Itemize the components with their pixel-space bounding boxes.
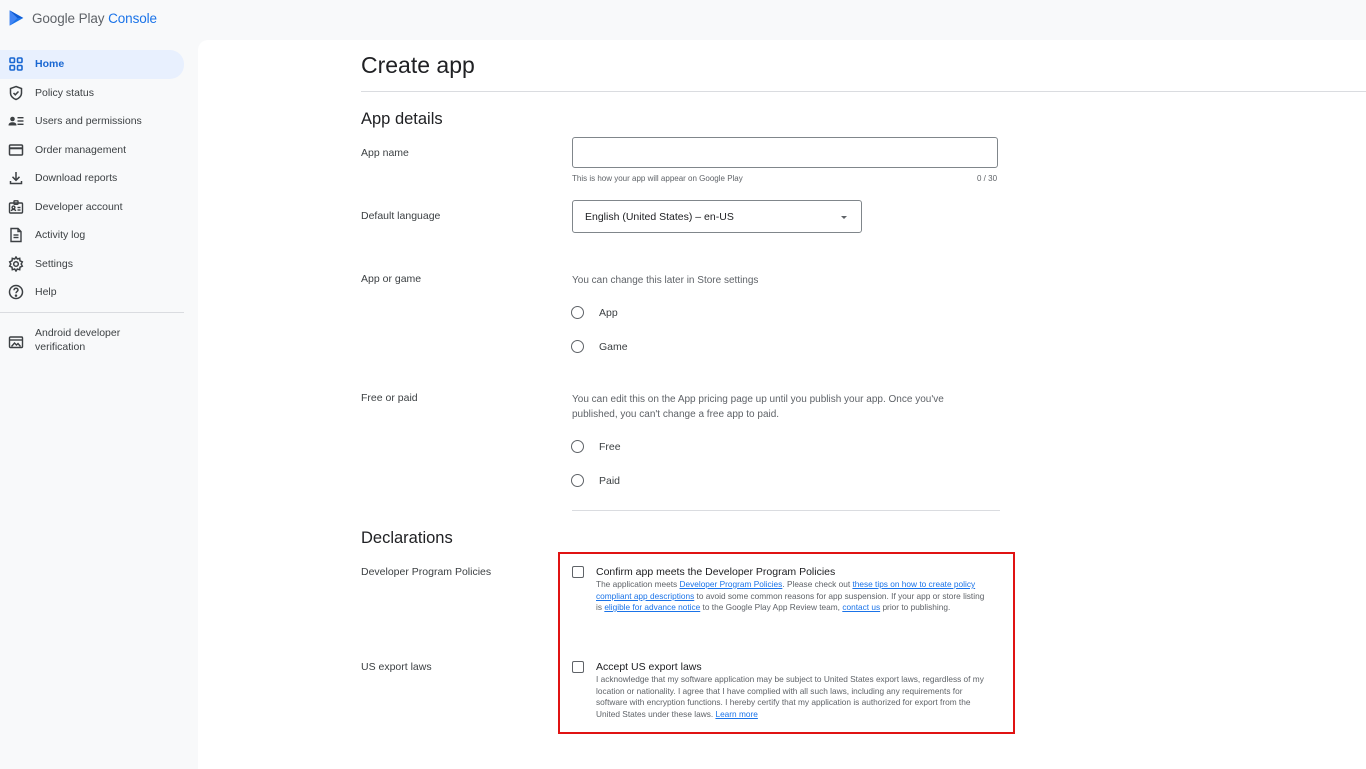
document-icon [8,227,24,243]
free-or-paid-label: Free or paid [361,392,418,404]
sidebar-item-label: Order management [35,143,127,156]
export-laws-title: Accept US export laws [596,661,702,673]
main-content [198,40,1366,769]
advance-notice-link[interactable]: eligible for advance notice [604,602,701,612]
radio-label: App [599,306,618,319]
badge-icon [8,199,24,215]
export-laws-description: I acknowledge that my software application may be subject to United States export laws, regardless of my location or nationality. I agree that I have complied with all such laws, including any requirements for software with encryption functions. I hereby certify that my application is authorized for export from the United States under these laws. Learn more [596,674,984,719]
export-laws-label: US export laws [361,661,432,673]
sidebar-item-settings[interactable] [0,250,195,279]
app-name-input[interactable] [572,137,998,168]
gear-icon [8,256,24,272]
sidebar-item-order-management[interactable] [0,136,195,165]
sidebar-item-users-and-permissions[interactable] [0,107,195,136]
radio-circle[interactable] [571,440,584,453]
page-title: Create app [361,52,475,78]
app-or-game-help-text: You can change this later in Store settings [572,275,759,286]
section-divider [572,510,1000,511]
sidebar-item-policy-status[interactable] [0,79,195,108]
title-divider [361,91,1366,92]
export-laws-checkbox[interactable] [572,661,584,673]
sidebar-item-label: Users and permissions [35,115,142,128]
default-language-select[interactable] [572,200,862,233]
sidebar-item-activity-log[interactable] [0,221,195,250]
section-title-declarations: Declarations [361,529,453,547]
chevron-down-icon [839,212,849,222]
developer-policies-description: The application meets Developer Program Policies. Please check out these tips on how to create policy compliant app descriptions to avoid some common reasons for app suspension. If your app or store listing is eligible for advance notice to the Google Play App Review team, contact us prior to publishing. [596,579,985,612]
sidebar-item-label: Help [35,286,57,299]
sidebar-item-help[interactable] [0,278,195,307]
help-icon [8,284,24,300]
play-logo-icon [8,9,25,27]
default-language-value: English (United States) – en-US [585,211,734,223]
app-name-char-counter: 0 / 30 [977,174,998,183]
logo-text: Google Play Console [32,10,157,26]
sidebar-item-label: Policy status [35,86,94,99]
developer-policies-label: Developer Program Policies [361,566,492,578]
contact-us-link[interactable]: contact us [842,602,881,612]
radio-label: Game [599,340,628,353]
radio-circle[interactable] [571,474,584,487]
learn-more-link[interactable]: Learn more [715,708,758,719]
radio-paid[interactable] [571,474,620,487]
google-play-console-logo[interactable] [8,8,157,28]
app-name-label: App name [361,147,409,159]
default-language-label: Default language [361,210,441,222]
sidebar-item-label: Activity log [35,229,86,242]
grid-icon [8,56,24,72]
credit-card-icon [8,142,24,158]
policy-tips-link[interactable]: these tips on how to create policy compliant app descriptions [596,579,976,601]
radio-circle[interactable] [571,306,584,319]
shield-icon [8,85,24,101]
radio-game[interactable] [571,340,628,353]
radio-app[interactable] [571,306,618,319]
developer-policies-title: Confirm app meets the Developer Program Policies [596,566,836,578]
section-title-app-details: App details [361,110,443,128]
sidebar-item-label: Developer account [35,200,123,213]
sidebar-item-label: Settings [35,257,73,270]
verification-icon [8,334,24,350]
developer-policies-checkbox[interactable] [572,566,584,578]
sidebar-item-developer-account[interactable] [0,193,195,222]
sidebar-nav [0,50,195,353]
radio-label: Free [599,440,621,453]
sidebar-divider [0,312,184,313]
sidebar-item-label: Home [35,58,65,71]
sidebar-item-label: Android developer verification [35,327,121,353]
sidebar-item-home[interactable] [0,50,184,79]
radio-free[interactable] [571,440,621,453]
people-icon [8,113,24,129]
sidebar-item-android-developer-verification[interactable] [0,321,184,361]
app-or-game-label: App or game [361,273,422,285]
developer-program-policies-link[interactable]: Developer Program Policies [679,579,783,589]
free-or-paid-help-text: You can edit this on the App pricing page up until you publish your app. Once you've published, you can't change a free app to paid. [572,394,944,420]
sidebar-item-label: Download reports [35,172,118,185]
app-name-helper-text: This is how your app will appear on Google Play [572,174,743,183]
download-icon [8,170,24,186]
sidebar-item-download-reports[interactable] [0,164,195,193]
radio-circle[interactable] [571,340,584,353]
radio-label: Paid [599,474,621,487]
